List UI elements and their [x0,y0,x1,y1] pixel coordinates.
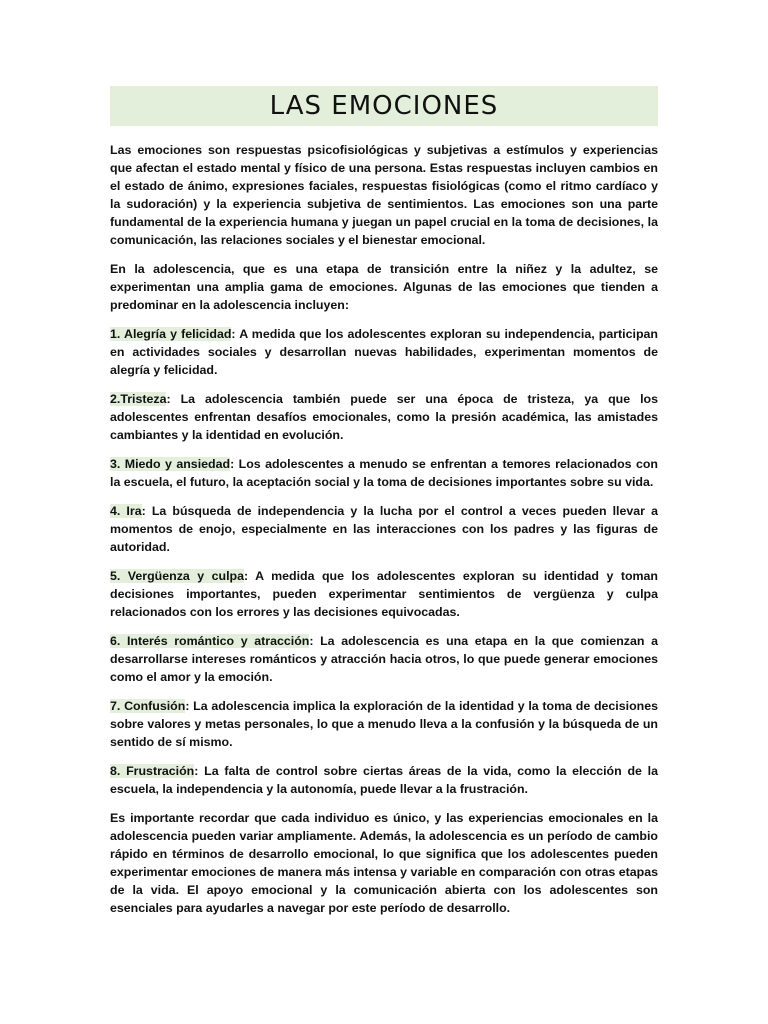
emotion-description: : Los adolescentes a menudo se enfrentan a temores relacionados con la escuela, el futuro, la aceptación social y la toma de decisiones importantes sobre su vida. [110,457,659,489]
emotion-item-miedo [110,455,658,491]
emotion-description: : La adolescencia implica la exploración de la identidad y la toma de decisiones sobre valores y metas personales, lo que a menudo lleva a la confusión y la búsqueda de un sentido de sí mismo. [110,699,658,749]
title-banner [110,86,658,126]
emotion-label: 3. Miedo y ansiedad [110,457,231,471]
emotion-description: : A medida que los adolescentes exploran su independencia, participan en actividades sociales y desarrollan nuevas habilidades, experimentan momentos de alegría y felicidad. [110,327,658,377]
emotion-item-ira [110,502,658,556]
emotion-item-confusion [110,697,658,751]
emotion-item-interes [110,632,658,686]
page-title: LAS EMOCIONES [269,91,499,121]
emotion-description: : La falta de control sobre ciertas áreas de la vida, como la elección de la escuela, la independencia y la autonomía, puede llevar a la frustración. [110,764,659,796]
emotion-label: 5. Vergüenza y culpa [110,569,244,583]
emotion-label: 1. Alegría y felicidad [110,327,232,341]
emotion-label: 6. Interés romántico y atracción [110,634,310,648]
emotion-label: 7. Confusión [110,699,186,713]
emotion-label: 2.Tristeza [110,392,167,406]
emotion-description: : A medida que los adolescentes exploran su identidad y toman decisiones importantes, pueden experimentar sentimientos de vergüenza y culpa relacionados con los errores y las decisiones equivocadas. [110,569,658,619]
conclusion-paragraph: Es importante recordar que cada individuo es único, y las experiencias emocionales en la adolescencia pueden variar ampliamente. Además, la adolescencia es un período de cambio rápido en términos de desarrollo emocional, lo que significa que los adolescentes pueden experimentar emociones de manera más intensa y variable en comparación con otras etapas de la vida. El apoyo emocional y la comunicación abierta con los adolescentes son esenciales para ayudarles a navegar por este período de desarrollo. [110,811,658,915]
emotion-item-frustracion [110,762,658,798]
emotion-label: 8. Frustración [110,764,195,778]
emotion-item-verguenza [110,567,658,621]
intro-paragraph-1: Las emociones son respuestas psicofisiológicas y subjetivas a estímulos y experiencias que afectan el estado mental y físico de una persona. Estas respuestas incluyen cambios en el estado de ánimo, expresiones faciales, respuestas fisiológicas (como el ritmo cardíaco y la sudoración) y la experiencia subjetiva de sentimientos. Las emociones son una parte fundamental de la experiencia humana y juegan un papel crucial en la toma de decisiones, la comunicación, las relaciones sociales y el bienestar emocional. [110,143,658,247]
emotion-description: : La adolescencia es una etapa en la que comienzan a desarrollarse intereses románticos y atracción hacia otros, lo que puede generar emociones como el amor y la emoción. [110,634,658,684]
emotion-item-alegria [110,325,658,379]
emotion-description: : La búsqueda de independencia y la lucha por el control a veces pueden llevar a momentos de enojo, especialmente en las interacciones con los padres y las figuras de autoridad. [110,504,658,554]
emotion-label: 4. Ira [110,504,142,518]
intro-paragraph-2: En la adolescencia, que es una etapa de transición entre la niñez y la adultez, se experimentan una amplia gama de emociones. Algunas de las emociones que tienden a predominar en la adolescencia incluyen: [110,262,658,312]
emotion-description: : La adolescencia también puede ser una época de tristeza, ya que los adolescentes enfrentan desafíos emocionales, como la presión académica, las amistades cambiantes y la identidad en evolución. [110,392,658,442]
emotion-item-tristeza [110,390,658,444]
